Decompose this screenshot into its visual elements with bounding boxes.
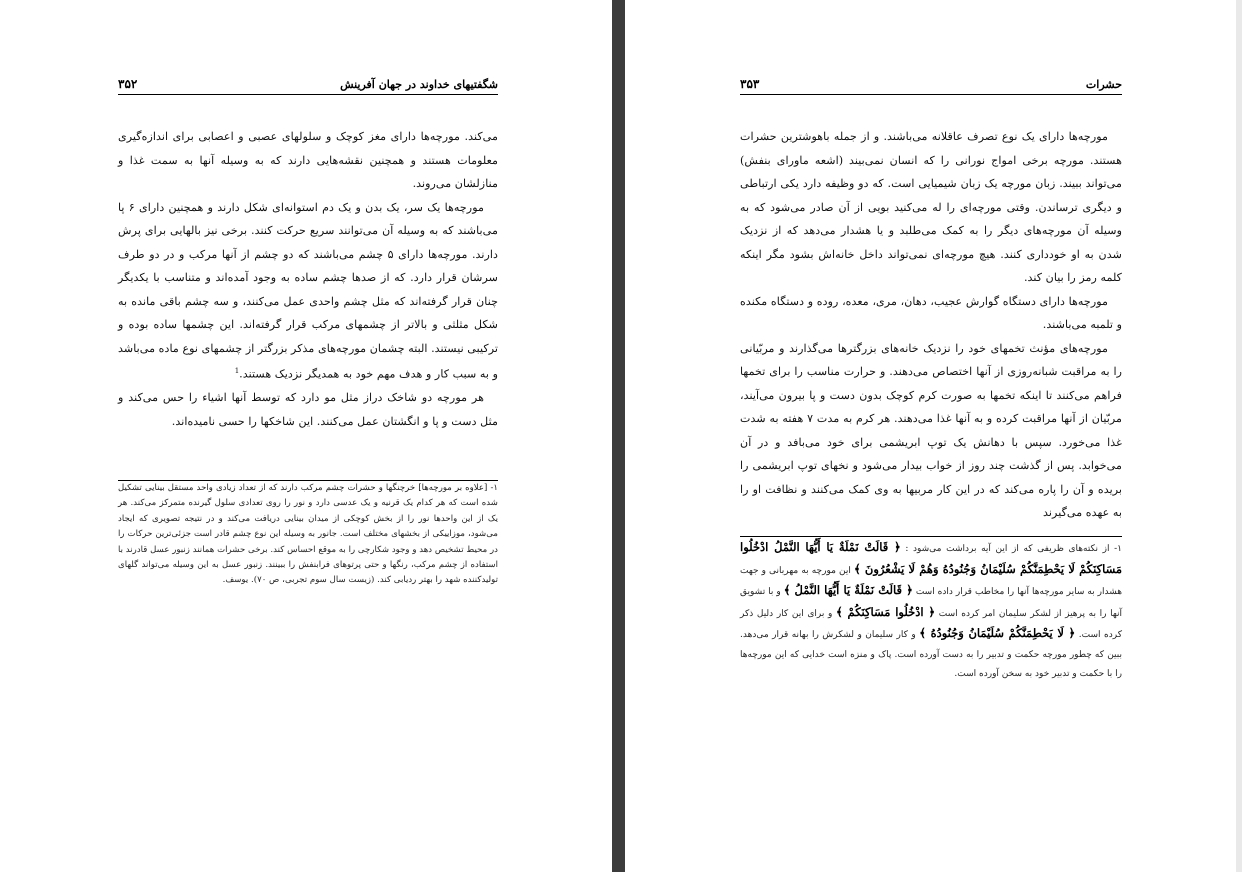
footnote-divider (740, 536, 1122, 537)
paragraph: مورچه‌ها دارای دستگاه گوارش عجیب، دهان، مری، معده، روده و دستگاه مکنده و تلمبه می‌باشند. (740, 294, 1122, 331)
paragraph: می‌کند. مورچه‌ها دارای مغز کوچک و سلولهای عصبی و اعصابی برای اندازه‌گیری معلومات هستند و همچنین نقشه‌هایی دارند که به وسیله آنها به سمت غذا و منازلشان می‌روند. (118, 130, 498, 190)
quran-quote: ﴿ ادْخُلُوا مَسَاكِنَكُمْ ﴾ (836, 604, 936, 619)
running-title: شگفتیهای خداوند در جهان آفرینش (340, 78, 498, 91)
quran-quote: ﴿ لَا يَحْطِمَنَّكُمْ سُلَيْمَانُ وَجُنُودُهُ ﴾ (919, 626, 1076, 640)
footnote: ۱- از نکته‌های ظریفی که از این آیه برداشت می‌شود : ﴿ قَالَتْ نَمْلَةٌ يَا أَيُّهَا النَّمْلُ ادْخُلُوا مَسَاكِنَكُمْ لَا يَحْطِمَنَّكُمْ سُلَيْمَانُ وَجُنُودُهُ وَهُمْ لَا يَشْعُرُونَ ﴾ این مورچه به مهربانی و جهت هشدار به سایر مورچه‌ها آنها را مخاطب قرار داده است ﴿ قَالَتْ نَمْلَةٌ يَا أَيُّهَا النَّمْلُ ﴾ و با تشویق آنها را به پرهیز از لشکر سلیمان امر کرده است ﴿ ادْخُلُوا مَسَاكِنَكُمْ ﴾ و برای این کار دلیل ذکر کرده است. ﴿ لَا يَحْطِمَنَّكُمْ سُلَيْمَانُ وَجُنُودُهُ ﴾ و کار سلیمان و لشکرش را بهانه قرار می‌دهد. ببین که چطور مورچه حکمت و تدبیر را به دست آورده است. پاک و منزه است خدایی که این مورچه‌ها را با حکمت و تدبیر خود به سخن آورده است. (740, 540, 1123, 679)
page-header (118, 76, 498, 95)
paragraph: مورچه‌ها دارای یک نوع تصرف عاقلانه می‌باشند. و از جمله باهوشترین حشرات هستند. مورچه برخی امواج نورانی را که انسان نمی‌بیند (اشعه ماورای بنفش) می‌تواند ببیند. زبان مورچه یک زبان شیمیایی است. که دو وظیفه دارد یکی ارتباطی و دیگری ترساندن. وقتی مورچه‌ای را له می‌کنید بویی از آن صادر می‌شود که به وسیله آن مورچه‌های دیگر را به کمک می‌طلبد و یا هشدار می‌دهد که از نزدیک شدن به او خودداری کنند. هیچ مورچه‌ای نمی‌تواند داخل خانه‌اش بشود مگر اینکه کلمه رمز را بیان کند. (740, 130, 1122, 284)
body-text (118, 125, 498, 433)
paragraph: هر مورچه دو شاخک دراز مثل مو دارد که توسط آنها اشیاء را حس می‌کند و مثل دست و پا و انگشتان عمل می‌کنند. این شاخکها را حسی نامیده‌اند. (118, 391, 498, 428)
body-text (740, 125, 1122, 525)
paragraph: مورچه‌های مؤنث تخمهای خود را نزدیک خانه‌های بزرگترها می‌گذارند و مربّیانی را به مراقبت شبانه‌روزی از آنها اختصاص می‌دهند. و حرارت مناسب را برای تخمها فراهم می‌کنند تا اینکه تخمها به صورت کرم کوچک بدون دست و پا بیرون می‌آیند، مربّیان از آنها مراقبت کرده و به آنها غذا می‌دهند. هر کرم به مدت ۷ هفته به شدت غذا می‌خورد. سپس با دهانش یک توپ ابریشمی برای خود می‌بافد و در آن می‌خوابد. پس از گذشت چند روز از خواب بیدار می‌شود و نخهای توپ ابریشمی را بریده و آن را پاره می‌کند که در این کار مربیها به وی کمک می‌کنند و نظافت او را به عهده می‌گیرند (740, 341, 1122, 519)
paragraph: مورچه‌ها یک سر، یک بدن و یک دم استوانه‌ای شکل دارند و همچنین دارای ۶ پا می‌باشند که به وسیله آن می‌توانند سریع حرکت کنند. برخی نیز بالهایی برای پرش دارند. مورچه‌ها دارای ۵ چشم می‌باشند که دو چشم از آنها مرکب و در دو طرف سرشان قرار دارد. که از صدها چشم ساده به وجود آمده‌اند و متناسب با یکدیگر چنان قرار گرفته‌اند که مثل چشم واحدی عمل می‌کنند، و سه چشم باقی مانده به شکل مثلثی و بالاتر از چشمهای مرکب قرار گرفته‌اند. این چشمها ساده بوده و ترکیبی نیستند. البته چشمان مورچه‌های مذکر بزرگتر از چشمهای نوع ماده می‌باشد و به سبب کار و هدف مهم خود به همدیگر نزدیک هستند.$^1$ (118, 200, 498, 381)
quran-verse: ﴿ قَالَتْ نَمْلَةٌ يَا أَيُّهَا النَّمْلُ ادْخُلُوا مَسَاكِنَكُمْ لَا يَحْطِمَنَّكُمْ سُلَيْمَانُ وَجُنُودُهُ وَهُمْ لَا يَشْعُرُونَ ﴾ (740, 540, 1123, 576)
page-gutter (612, 0, 625, 872)
quran-quote: ﴿ قَالَتْ نَمْلَةٌ يَا أَيُّهَا النَّمْلُ ﴾ (783, 583, 913, 597)
running-title: حشرات (1085, 78, 1122, 91)
page-353 (625, 0, 1236, 872)
page-number: ۳۵۲ (118, 77, 138, 91)
footnote-marker: 1 (234, 367, 240, 375)
footnote: ۱- [علاوه بر مورچه‌ها] خرچنگها و حشرات چشم مرکب دارند که از تعداد زیادی واحد مستقل بینایی تشکیل شده است که هر کدام یک قرنیه و یک عدسی دارد و نور را روی تعدادی سلول گیرنده متمرکز می‌کند. هر یک از این واحدها نور را از بخش کوچکی از میدان بینایی دریافت می‌کند و در نتیجه تصویری که ایجاد می‌شود، موزاییکی از بخشهای مختلف است. جانور به وسیله این نوع چشم قادر است جزئی‌ترین حرکات را در محیط تشخیص دهد و وجود شکارچی را به موقع احساس کند. برخی حشرات همانند زنبور عسل قادرند با استفاده از چشم مرکب، رنگها و حتی پرتوهای فرابنفش را ببینند. زنبور عسل به این وسیله می‌تواند گلهای تولیدکننده شهد را بهتر ردیابی کند. (زیست سال سوم تجربی، ص ۷۰). یوسف. (118, 483, 498, 586)
page-number: ۳۵۳ (740, 77, 760, 91)
scrollbar[interactable] (1236, 0, 1242, 872)
page-352 (0, 0, 612, 872)
page-header (740, 76, 1122, 95)
